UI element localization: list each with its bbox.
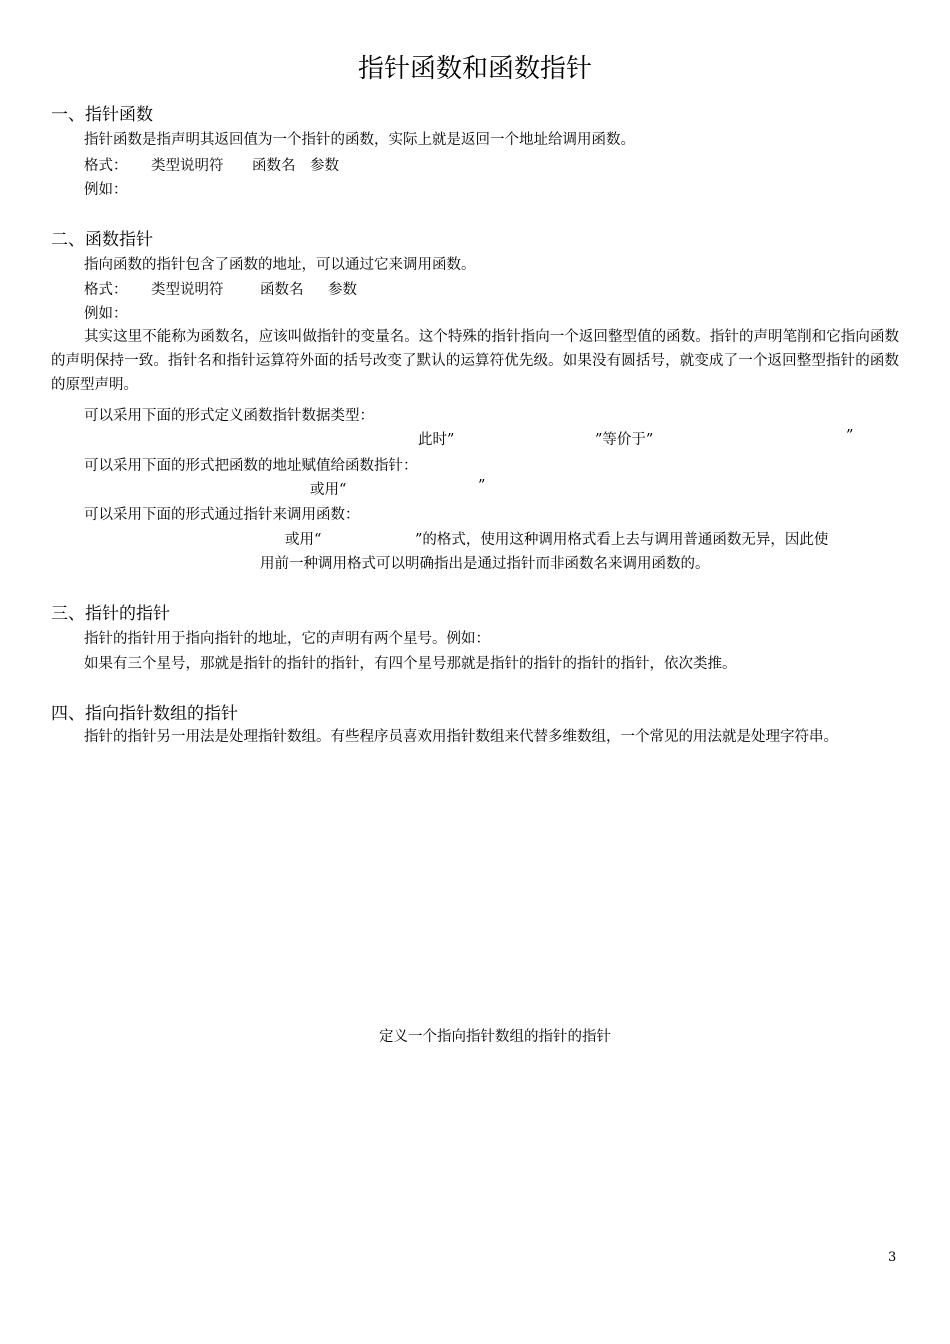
section-2-explanation: 其实这里不能称为函数名，应该叫做指针的变量名。这个特殊的指针指向一个返回整型值的函数。指针的声明笔削和它指向函数的声明保持一致。指针名和指针运算符外面的括号改变了默认的运算符优先级。如果没有圆括号，就变成了一个返回整型指针的函数的原型声明。: [51, 329, 899, 393]
section-3-heading: 三、指针的指针: [51, 604, 170, 624]
section-2-define-c: ”: [846, 428, 854, 444]
section-4-caption: 定义一个指向指针数组的指针的指针: [379, 1029, 611, 1045]
section-2-format-type: 类型说明符: [151, 282, 224, 298]
section-2-example-label: 例如：: [84, 306, 128, 322]
section-2-definition: 指向函数的指针包含了函数的地址，可以通过它来调用函数。: [84, 257, 476, 273]
section-2-call-b: ”的格式，使用这种调用格式看上去与调用普通函数无异，因此使: [415, 532, 829, 548]
section-1-format-label: 格式：: [84, 158, 128, 174]
section-2-heading: 二、函数指针: [51, 230, 153, 250]
section-1-definition: 指针函数是指声明其返回值为一个指针的函数，实际上就是返回一个地址给调用函数。: [84, 132, 635, 148]
section-2-assign-b: ”: [478, 478, 486, 494]
section-2-call-a: 或用“: [285, 532, 322, 548]
section-3-extension: 如果有三个星号，那就是指针的指针的指针，有四个星号那就是指针的指针的指针的指针，依次类推。: [84, 656, 737, 672]
section-1-heading: 一、指针函数: [51, 105, 153, 125]
section-2-format-name: 函数名: [260, 282, 304, 298]
section-4-heading: 四、指向指针数组的指针: [51, 704, 238, 724]
section-1-example-label: 例如：: [84, 182, 128, 198]
section-4-paragraph: 指针的指针另一用法是处理指针数组。有些程序员喜欢用指针数组来代替多维数组，一个常见的用法就是处理字符串。: [84, 729, 838, 745]
section-2-define-intro: 可以采用下面的形式定义函数指针数据类型：: [84, 408, 374, 424]
section-2-format-label: 格式：: [84, 282, 128, 298]
section-2-call-intro: 可以采用下面的形式通过指针来调用函数：: [84, 507, 360, 523]
section-1-format-type: 类型说明符: [151, 158, 224, 174]
section-3-definition: 指针的指针用于指向指针的地址，它的声明有两个星号。例如：: [84, 631, 490, 647]
section-2-define-b: ”等价于”: [595, 432, 654, 448]
page-number: 3: [888, 1250, 897, 1265]
section-1-format-name: 函数名: [252, 158, 296, 174]
section-2-format-param: 参数: [328, 282, 357, 298]
page-title: 指针函数和函数指针: [357, 54, 592, 84]
section-2-assign-intro: 可以采用下面的形式把函数的地址赋值给函数指针：: [84, 458, 418, 474]
section-2-define-a: 此时”: [418, 432, 455, 448]
section-1-format-param: 参数: [310, 158, 339, 174]
section-2-assign-a: 或用“: [310, 482, 347, 498]
section-2-call-c: 用前一种调用格式可以明确指出是通过指针而非函数名来调用函数的。: [260, 556, 710, 572]
